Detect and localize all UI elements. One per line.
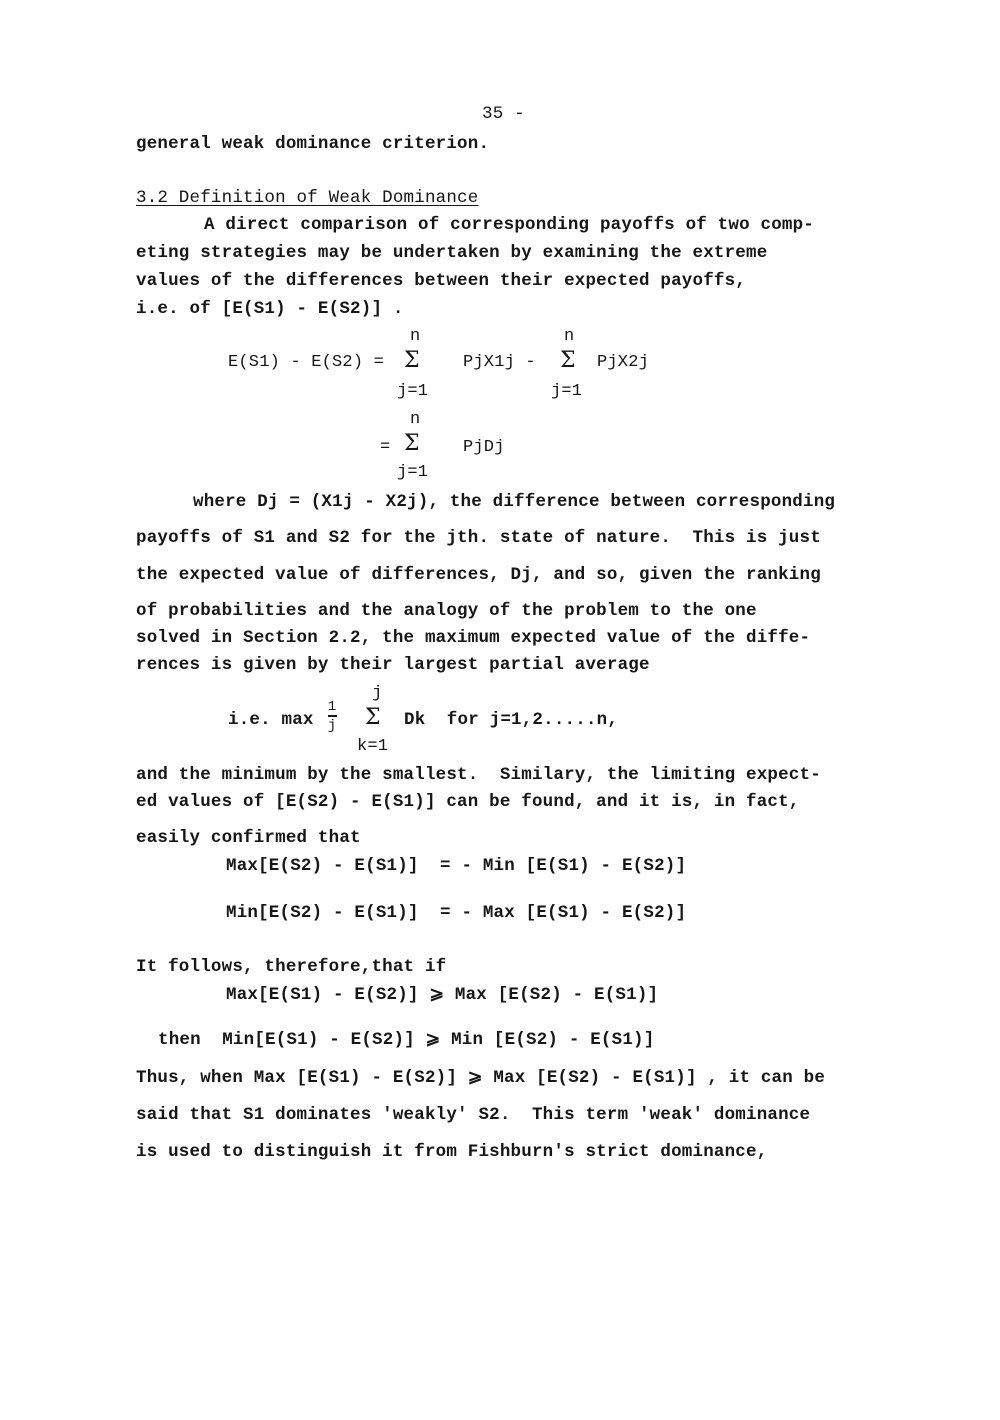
text-line: where Dj = (X1j - X2j), the difference between corresponding	[193, 492, 836, 512]
sum-lower-limit: j=1	[397, 382, 429, 401]
fraction-denominator: j	[327, 718, 337, 734]
equation-line: Min[E(S2) - E(S1)] = - Max [E(S1) - E(S2)]	[226, 903, 687, 923]
fraction-bar	[328, 715, 337, 717]
text-line: Thus, when Max [E(S1) - E(S2)] ⩾ Max [E(S2) - E(S1)] , it can be	[136, 1068, 826, 1088]
text-line: and the minimum by the smallest. Similary, the limiting expect-	[136, 765, 821, 785]
equation-line: Max[E(S2) - E(S1)] = - Min [E(S1) - E(S2)]	[226, 856, 687, 876]
text-line: general weak dominance criterion.	[136, 134, 490, 154]
equation-line: Max[E(S1) - E(S2)] ⩾ Max [E(S2) - E(S1)]	[226, 985, 659, 1005]
equation-term: PjX1j -	[463, 353, 536, 372]
equals-sign: =	[380, 438, 391, 457]
text-line: eting strategies may be undertaken by examining the extreme	[136, 243, 768, 263]
sum-lower-limit: j=1	[397, 463, 429, 482]
text-line: It follows, therefore,that if	[136, 957, 447, 977]
text-line: A direct comparison of corresponding payoffs of two comp-	[204, 215, 814, 235]
text-line: payoffs of S1 and S2 for the jth. state of nature. This is just	[136, 528, 821, 548]
formula-prefix: i.e. max	[228, 710, 314, 730]
sum-symbol: Σ	[365, 705, 381, 730]
text-line: of probabilities and the analogy of the problem to the one	[136, 601, 757, 621]
formula-term: Dk for j=1,2.....n,	[404, 710, 619, 730]
sum-upper-limit: n	[564, 327, 575, 346]
text-line: ed values of [E(S2) - E(S1)] can be found, and it is, in fact,	[136, 792, 800, 812]
text-line: i.e. of [E(S1) - E(S2)] .	[136, 299, 404, 319]
sum-symbol: Σ	[404, 431, 420, 456]
sum-upper-limit: j	[372, 684, 383, 703]
section-heading: 3.2 Definition of Weak Dominance	[136, 188, 479, 208]
fraction-numerator: 1	[327, 699, 337, 715]
text-line: solved in Section 2.2, the maximum expected value of the diffe-	[136, 628, 811, 648]
page-number: 35 -	[482, 104, 525, 124]
sum-symbol: Σ	[404, 348, 420, 373]
equation-lhs: E(S1) - E(S2) =	[228, 353, 385, 372]
sum-upper-limit: n	[410, 410, 421, 429]
text-line: the expected value of differences, Dj, and so, given the ranking	[136, 565, 821, 585]
sum-symbol: Σ	[560, 348, 576, 373]
sum-upper-limit: n	[410, 327, 421, 346]
equation-line: then Min[E(S1) - E(S2)] ⩾ Min [E(S2) - E(S1)]	[158, 1030, 655, 1050]
text-line: is used to distinguish it from Fishburn's strict dominance,	[136, 1142, 768, 1162]
text-line: rences is given by their largest partial average	[136, 655, 650, 675]
equation-term: PjX2j	[597, 353, 650, 372]
text-line: easily confirmed that	[136, 828, 361, 848]
text-line: said that S1 dominates 'weakly' S2. This term 'weak' dominance	[136, 1105, 811, 1125]
sum-lower-limit: k=1	[357, 737, 389, 756]
text-line: values of the differences between their expected payoffs,	[136, 271, 746, 291]
equation-term: PjDj	[463, 438, 505, 457]
sum-lower-limit: j=1	[551, 382, 583, 401]
